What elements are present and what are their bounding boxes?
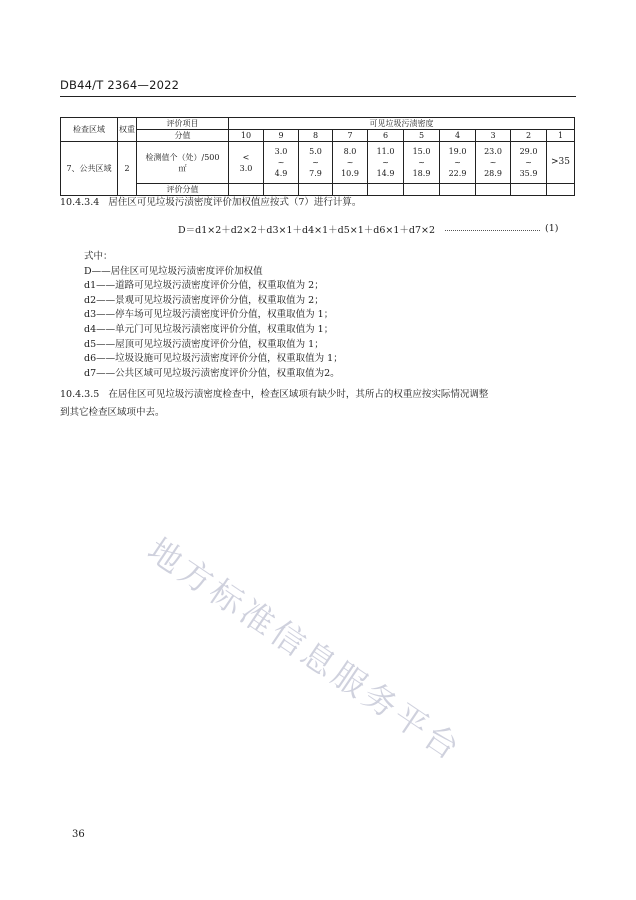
header-code: DB44/T 2364—2022 bbox=[60, 78, 180, 92]
score-cell: 5 bbox=[404, 130, 440, 142]
score-cell: 7 bbox=[333, 130, 368, 142]
clause-text: 居住区可见垃圾污渍密度评价加权值应按式（7）进行计算。 bbox=[108, 197, 362, 208]
header-area: 检查区域 bbox=[61, 118, 118, 142]
score-cell: 1 bbox=[547, 130, 575, 142]
eval-score-cell bbox=[264, 184, 299, 196]
score-cell: 3 bbox=[476, 130, 511, 142]
score-cell: 4 bbox=[440, 130, 476, 142]
definition-item: d6——垃圾设施可见垃圾污渍密度评价分值，权重取值为 1； bbox=[84, 353, 343, 365]
equation-number: (1) bbox=[545, 223, 559, 234]
range-cell: 19.0 ~ 22.9 bbox=[440, 142, 476, 184]
header-rule bbox=[60, 96, 576, 97]
eval-score-cell bbox=[333, 184, 368, 196]
score-cell: 6 bbox=[368, 130, 404, 142]
header-weight: 权重 bbox=[118, 118, 137, 142]
clause-10-4-3-5-cont: 到其它检查区域项中去。 bbox=[60, 407, 165, 418]
header-score-label: 分值 bbox=[137, 130, 229, 142]
definition-item: d4——单元门可见垃圾污渍密度评价分值，权重取值为 1； bbox=[84, 323, 334, 335]
definition-item: d1——道路可见垃圾污渍密度评价分值，权重取值为 2； bbox=[84, 280, 324, 292]
eval-score-cell bbox=[404, 184, 440, 196]
formula-leader-dots bbox=[445, 224, 540, 231]
page-number: 36 bbox=[72, 829, 85, 840]
eval-score-cell bbox=[440, 184, 476, 196]
where-label: 式中： bbox=[84, 251, 113, 262]
range-cell: 29.0 ~ 35.9 bbox=[511, 142, 547, 184]
range-cell: 15.0 ~ 18.9 bbox=[404, 142, 440, 184]
header-eval-item: 评价项目 bbox=[137, 118, 229, 130]
score-cell: 2 bbox=[511, 130, 547, 142]
row-eval-score-label: 评价分值 bbox=[137, 184, 229, 196]
row-weight: 2 bbox=[118, 142, 137, 196]
range-cell: < 3.0 bbox=[229, 142, 264, 184]
score-cell: 9 bbox=[264, 130, 299, 142]
definitions-list bbox=[84, 250, 343, 381]
row-measure: 检测值个（处）/500㎡ bbox=[137, 142, 229, 184]
eval-score-cell bbox=[547, 184, 575, 196]
clause-10-4-3-4 bbox=[60, 197, 361, 209]
watermark: 地方标准信息服务平台 bbox=[140, 529, 470, 770]
eval-score-cell bbox=[368, 184, 404, 196]
density-table bbox=[60, 117, 575, 196]
definition-item: d3——停车场可见垃圾污渍密度评价分值，权重取值为 1； bbox=[84, 309, 334, 321]
range-cell: >35 bbox=[547, 142, 575, 184]
range-cell: 5.0 ~ 7.9 bbox=[299, 142, 333, 184]
row-area: 7、公共区域 bbox=[61, 142, 118, 196]
eval-score-cell bbox=[476, 184, 511, 196]
clause-number: 10.4.3.4 bbox=[60, 197, 100, 208]
eval-score-cell bbox=[511, 184, 547, 196]
definition-item: d2——景观可见垃圾污渍密度评价分值，权重取值为 2； bbox=[84, 294, 324, 306]
eval-score-cell bbox=[299, 184, 333, 196]
definition-item: d5——屋顶可见垃圾污渍密度评价分值，权重取值为 1； bbox=[84, 338, 324, 350]
definition-item: D——居住区可见垃圾污渍密度评价加权值 bbox=[84, 265, 263, 277]
range-cell: 8.0 ~ 10.9 bbox=[333, 142, 368, 184]
range-cell: 3.0 ~ 4.9 bbox=[264, 142, 299, 184]
header-density-group: 可见垃圾污渍密度 bbox=[229, 118, 575, 130]
score-cell: 10 bbox=[229, 130, 264, 142]
clause-number: 10.4.3.5 bbox=[60, 389, 100, 400]
weighted-formula: D＝d1×2＋d2×2＋d3×1＋d4×1＋d5×1＋d6×1＋d7×2 bbox=[178, 225, 436, 236]
range-cell: 11.0 ~ 14.9 bbox=[368, 142, 404, 184]
clause-10-4-3-5 bbox=[60, 389, 488, 401]
score-cell: 8 bbox=[299, 130, 333, 142]
range-cell: 23.0 ~ 28.9 bbox=[476, 142, 511, 184]
eval-score-cell bbox=[229, 184, 264, 196]
definition-item: d7——公共区域可见垃圾污渍密度评价分值，权重取值为2。 bbox=[84, 367, 340, 379]
clause-text-line1: 在居住区可见垃圾污渍密度检查中，检查区域项有缺少时，其所占的权重应按实际情况调整 bbox=[108, 389, 489, 400]
